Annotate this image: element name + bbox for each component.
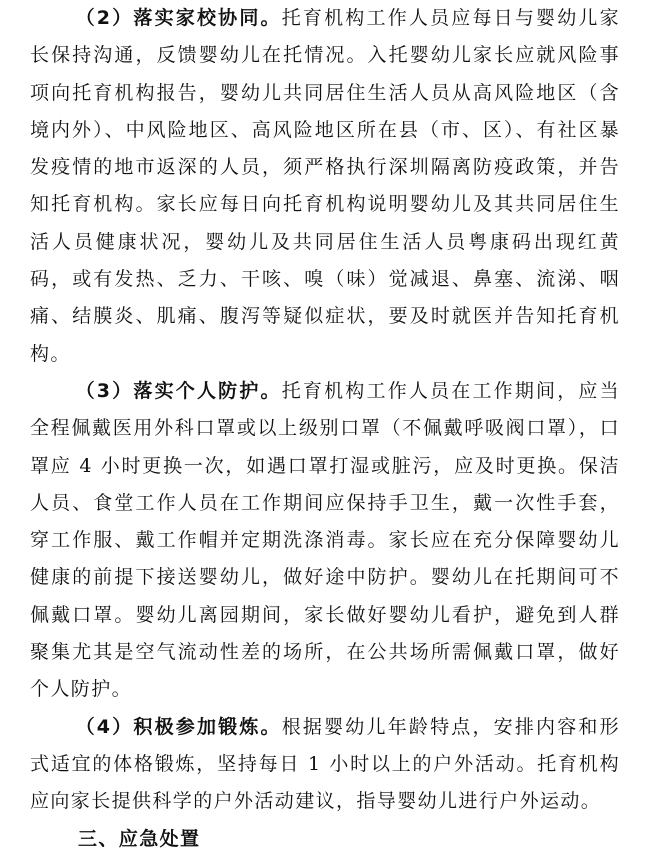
paragraph-body: 托育机构工作人员在工作期间，应当全程佩戴医用外科口罩或以上级别口罩（不佩戴呼吸阀口罩），口罩应 4 小时更换一次，如遇口罩打湿或脏污，应及时更换。保洁人员、食堂工作人员在工作期间应保持手卫生，戴一次性手套，穿工作服、戴工作帽并定期洗涤消毒。家长应在充分保障婴幼儿健康的前提下接送婴幼儿，做好途中防护。婴幼儿在托期间可不佩戴口罩。婴幼儿离园期间，家长做好婴幼儿看护，避免到人群聚集尤其是空气流动性差的场所，在公共场所需佩戴口罩，做好个人防护。 xyxy=(30,379,620,701)
paragraph-heading: （3）落实个人防护。 xyxy=(75,379,282,402)
paragraph-personal-protection xyxy=(30,373,620,709)
section-heading: 三、应急处置 xyxy=(78,827,201,850)
paragraph-exercise xyxy=(30,709,620,821)
document-page xyxy=(30,0,620,858)
paragraph-heading: （4）积极参加锻炼。 xyxy=(75,715,282,738)
paragraph-family-school-coordination xyxy=(30,0,620,373)
paragraph-heading: （2）落实家校协同。 xyxy=(75,7,282,29)
paragraph-body: 根据婴幼儿年龄特点，安排内容和形式适宜的体格锻炼，坚持每日 1 小时以上的户外活动。托育机构应向家长提供科学的户外活动建议，指导婴幼儿进行户外运动。 xyxy=(30,715,620,813)
paragraph-body: 托育机构工作人员应每日与婴幼儿家长保持沟通，反馈婴幼儿在托情况。入托婴幼儿家长应就风险事项向托育机构报告，婴幼儿共同居住生活人员从高风险地区（含境内外）、中风险地区、高风险地区所在县（市、区）、有社区暴发疫情的地市返深的人员，须严格执行深圳隔离防疫政策，并告知托育机构。家长应每日向托育机构说明婴幼儿及其共同居住生活人员健康状况，婴幼儿及共同居住生活人员粤康码出现红黄码，或有发热、乏力、干咳、嗅（味）觉减退、鼻塞、流涕、咽痛、结膜炎、肌痛、腹泻等疑似症状，要及时就医并告知托育机构。 xyxy=(30,7,620,365)
